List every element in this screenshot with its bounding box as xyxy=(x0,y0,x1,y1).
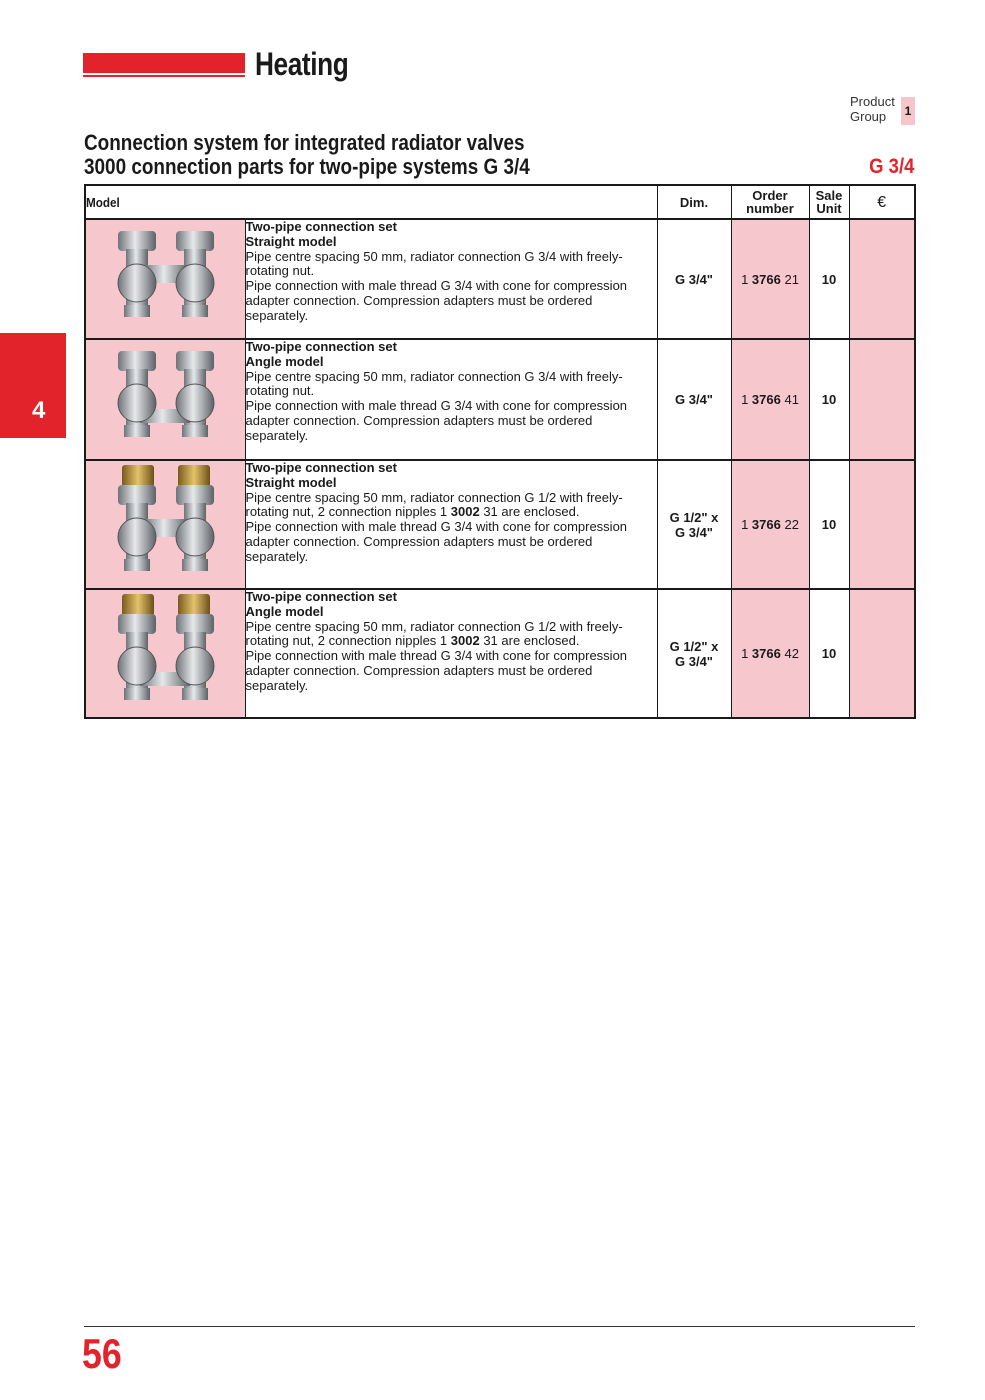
product-description: Two-pipe connection set Angle model Pipe centre spacing 50 mm, radiator connection G 1/2 with freely-rotating nut, 2 connection nipples 1 3002 31 are enclosed. Pipe connection with male thread G 3/4 with cone for compression adapter connection. Compression adapters must be ordered separately. xyxy=(245,589,657,718)
footer-rule xyxy=(84,1326,915,1327)
header-bar xyxy=(83,53,245,73)
price-cell xyxy=(849,339,915,460)
sale-unit: 10 xyxy=(809,339,849,460)
dimension: G 3/4" xyxy=(657,339,731,460)
sale-unit: 10 xyxy=(809,589,849,718)
product-image xyxy=(85,589,245,718)
product-table xyxy=(84,184,916,719)
price-cell xyxy=(849,219,915,339)
table-header xyxy=(85,185,915,219)
sale-unit: 10 xyxy=(809,460,849,589)
product-group-number: 1 xyxy=(901,97,915,125)
header-bar-line xyxy=(83,75,245,77)
order-number: 1 3766 42 xyxy=(731,589,809,718)
col-order-number: Order number xyxy=(731,185,809,219)
section-title: Heating xyxy=(255,46,349,82)
product-description: Two-pipe connection set Angle model Pipe centre spacing 50 mm, radiator connection G 3/4 with freely-rotating nut. Pipe connection with male thread G 3/4 with cone for compression adapter connection. Compression adapters must be ordered separately. xyxy=(245,339,657,460)
table-row xyxy=(85,219,915,339)
page-title: Connection system for integrated radiator valves 3000 connection parts for two-pipe systems G 3/4 xyxy=(84,130,530,179)
size-code: G 3/4 xyxy=(868,155,914,178)
table-row xyxy=(85,589,915,718)
product-description: Two-pipe connection set Straight model Pipe centre spacing 50 mm, radiator connection G 3/4 with freely-rotating nut. Pipe connection with male thread G 3/4 with cone for compression adapter connection. Compression adapters must be ordered separately. xyxy=(245,219,657,339)
product-group-label: Product Group xyxy=(850,94,895,124)
product-description: Two-pipe connection set Straight model Pipe centre spacing 50 mm, radiator connection G 1/2 with freely-rotating nut, 2 connection nipples 1 3002 31 are enclosed. Pipe connection with male thread G 3/4 with cone for compression adapter connection. Compression adapters must be ordered separately. xyxy=(245,460,657,589)
table-row xyxy=(85,339,915,460)
price-cell xyxy=(849,460,915,589)
col-sale-unit: Sale Unit xyxy=(809,185,849,219)
order-number: 1 3766 22 xyxy=(731,460,809,589)
order-number: 1 3766 41 xyxy=(731,339,809,460)
col-price: € xyxy=(849,185,915,219)
page-number: 56 xyxy=(82,1330,122,1377)
col-dim: Dim. xyxy=(657,185,731,219)
dimension: G 3/4" xyxy=(657,219,731,339)
col-model: Model xyxy=(85,185,657,219)
product-image xyxy=(85,460,245,589)
sale-unit: 10 xyxy=(809,219,849,339)
order-number: 1 3766 21 xyxy=(731,219,809,339)
price-cell xyxy=(849,589,915,718)
dimension: G 1/2" x G 3/4" xyxy=(657,589,731,718)
dimension: G 1/2" x G 3/4" xyxy=(657,460,731,589)
product-image xyxy=(85,339,245,460)
chapter-tab: 4 xyxy=(0,333,66,438)
table-row xyxy=(85,460,915,589)
product-image xyxy=(85,219,245,339)
